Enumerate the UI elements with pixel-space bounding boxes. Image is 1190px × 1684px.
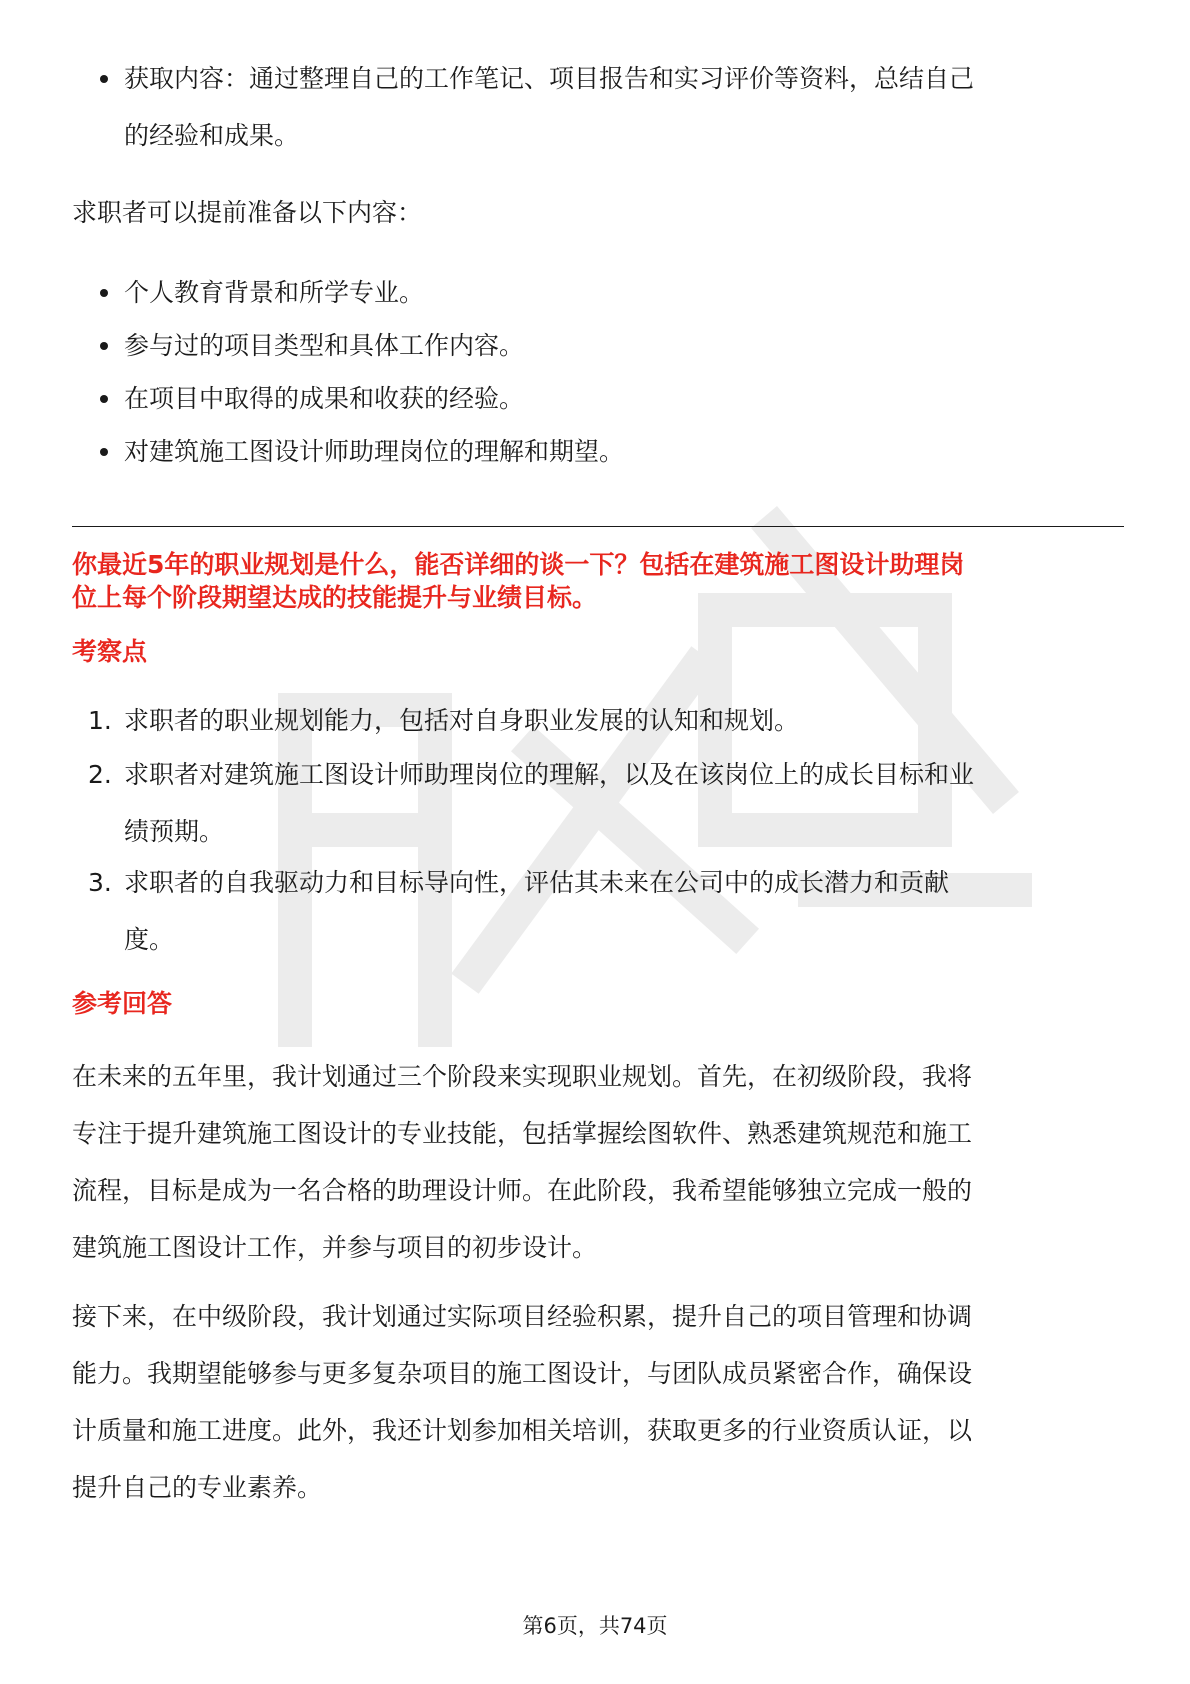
list-item — [72, 50, 1120, 164]
item-number: 3. — [88, 868, 112, 897]
paragraph-line: 专注于提升建筑施工图设计的专业技能，包括掌握绘图软件、熟悉建筑规范和施工 — [72, 1119, 973, 1148]
page-number: 第6页，共74页 — [522, 1614, 668, 1638]
prep-heading: 求职者可以提前准备以下内容： — [72, 198, 423, 227]
bullet-dot — [100, 448, 108, 456]
answer-paragraph — [72, 1288, 1120, 1516]
paragraph-line: 计质量和施工进度。此外，我还计划参加相关培训，获取更多的行业资质认证，以 — [72, 1416, 973, 1445]
paragraph-line: 流程，目标是成为一名合格的助理设计师。在此阶段，我希望能够独立完成一般的 — [72, 1176, 973, 1205]
section-divider — [72, 526, 1124, 527]
item-number: 1. — [88, 706, 112, 735]
bullet-dot — [100, 289, 108, 297]
paragraph-line: 建筑施工图设计工作，并参与项目的初步设计。 — [72, 1233, 598, 1262]
numbered-item-text: 求职者的职业规划能力，包括对自身职业发展的认知和规划。 — [124, 706, 800, 735]
focus-heading: 考察点 — [72, 637, 148, 666]
list-item-text: 获取内容：通过整理自己的工作笔记、项目报告和实习评价等资料，总结自己 — [124, 64, 975, 93]
list-item-text: 的经验和成果。 — [124, 121, 300, 150]
list-item-text: 个人教育背景和所学专业。 — [124, 278, 425, 307]
bullet-dot — [100, 395, 108, 403]
paragraph-line: 接下来，在中级阶段，我计划通过实际项目经验积累，提升自己的项目管理和协调 — [72, 1302, 973, 1331]
bullet-dot — [100, 342, 108, 350]
answer-paragraph — [72, 1048, 1120, 1276]
list-item-text: 在项目中取得的成果和收获的经验。 — [124, 384, 525, 413]
paragraph-line: 提升自己的专业素养。 — [72, 1473, 323, 1502]
paragraph-line: 在未来的五年里，我计划通过三个阶段来实现职业规划。首先，在初级阶段，我将 — [72, 1062, 973, 1091]
question-line: 位上每个阶段期望达成的技能提升与业绩目标。 — [72, 583, 598, 612]
bullet-dot — [100, 75, 108, 83]
numbered-item-text: 求职者对建筑施工图设计师助理岗位的理解，以及在该岗位上的成长目标和业 — [124, 760, 975, 789]
numbered-item-text: 绩预期。 — [124, 817, 225, 846]
paragraph-line: 能力。我期望能够参与更多复杂项目的施工图设计，与团队成员紧密合作，确保设 — [72, 1359, 973, 1388]
question-title — [72, 548, 1120, 614]
numbered-item-text: 度。 — [124, 925, 175, 954]
list-item-text: 对建筑施工图设计师助理岗位的理解和期望。 — [124, 437, 625, 466]
numbered-item-text: 求职者的自我驱动力和目标导向性，评估其未来在公司中的成长潜力和贡献 — [124, 868, 950, 897]
list-item-text: 参与过的项目类型和具体工作内容。 — [124, 331, 525, 360]
answer-heading: 参考回答 — [72, 989, 173, 1018]
item-number: 2. — [88, 760, 112, 789]
question-line: 你最近5年的职业规划是什么，能否详细的谈一下？包括在建筑施工图设计助理岗 — [72, 550, 965, 579]
